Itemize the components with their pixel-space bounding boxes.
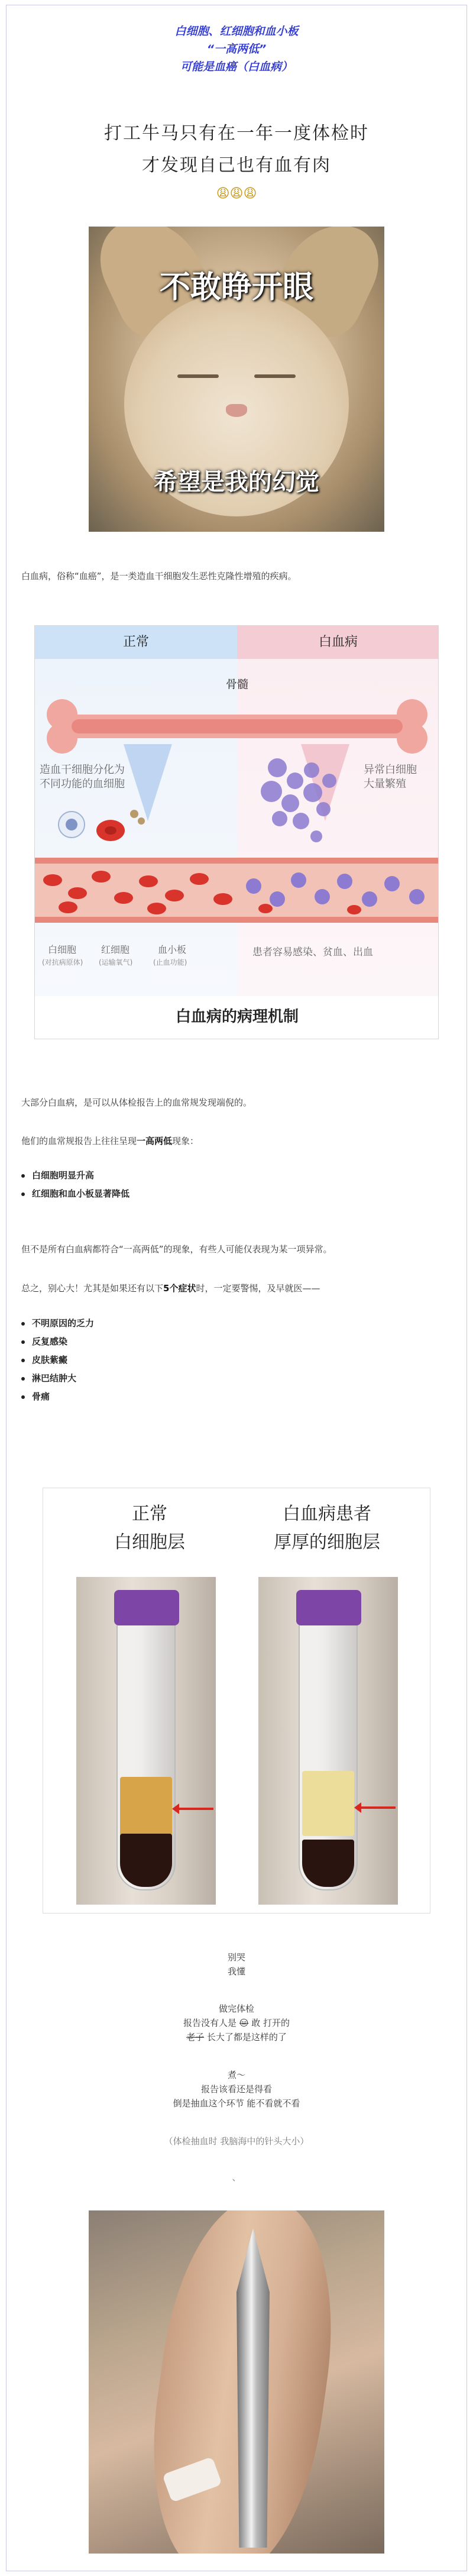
cat-meme-image: [89, 227, 384, 532]
abnormal-desc-line-2: 大量繁殖: [364, 778, 406, 790]
closing-line-2: 我懂: [227, 1966, 245, 1977]
bullet-list-2: [21, 1314, 435, 1406]
white-cell-sub: (对抗病原体): [42, 958, 83, 967]
closing-line-9: （体检抽血时 我脑海中的针头大小）: [164, 2136, 309, 2147]
blood-tubes-image: [43, 1488, 430, 1914]
definition-paragraph: 白血病，俗称“血癌”，是一类造血干细胞发生恶性克隆性增殖的疾病。: [21, 571, 297, 581]
normal-triangle: [124, 744, 172, 821]
needle-icon: [237, 2228, 270, 2548]
platelet-icon: [130, 810, 138, 818]
abnormal-desc-line-1: 异常白细胞: [364, 764, 417, 776]
header-line-2: “一高两低”: [206, 43, 267, 56]
paragraph-3-bold: 一高两低: [137, 1136, 173, 1146]
list-item: 皮肤紫癜: [21, 1351, 435, 1369]
normal-desc-line-1: 造血干细胞分化为: [40, 764, 125, 776]
list-item: 反复感染: [21, 1333, 435, 1351]
list-item: 淋巴结肿大: [21, 1369, 435, 1388]
intro-line-1: 打工牛马只有在一年一度体检时: [104, 123, 369, 144]
paragraph-3: 他们的血常规报告上往往呈现一高两低现象：: [21, 1136, 199, 1146]
paragraph-5: 总之，别心大！尤其是如果还有以下5个症状时，一定要警惕，及早就医——: [21, 1283, 320, 1294]
red-arrow-icon: [178, 1808, 213, 1810]
cat-eye: [254, 374, 296, 378]
bullet-list-1: [21, 1166, 435, 1203]
closing-line-4: 报告没有人是 😑 敢 打开的: [183, 2018, 290, 2028]
tube-cap: [114, 1590, 179, 1625]
white-cell-label: 白细胞: [48, 944, 77, 955]
symptoms-label: 患者容易感染、贫血、出血: [252, 946, 373, 958]
closing-line-10: 、: [232, 2172, 241, 2183]
closing-line-3: 做完体检: [218, 2003, 254, 2014]
paragraph-4: 但不是所有白血病都符合“一高两低”的现象，有些人可能仅表现为某一项异常。: [21, 1244, 332, 1255]
diagram-leukemia-header: 白血病: [237, 626, 439, 659]
tube-left-title: 正常 白细胞层: [114, 1504, 185, 1553]
bone-marrow-label: 骨髓: [225, 678, 248, 691]
closing-line-6: 煮～: [227, 2070, 245, 2080]
red-cell-label: 红细胞: [101, 944, 130, 955]
leukemia-tube: [299, 1612, 358, 1890]
platelet-label: 血小板: [158, 944, 187, 955]
tube-right-title: 白血病患者 厚厚的细胞层: [274, 1504, 380, 1553]
intro-line-2: 才发现自己也有血有肉: [142, 155, 331, 176]
normal-desc-line-2: 不同功能的血细胞: [40, 778, 125, 790]
closing-line-7: 报告该看还是得看: [200, 2084, 272, 2095]
list-item: 红细胞和血小板显著降低: [21, 1185, 435, 1203]
closing-line-8: 倒是抽血这个环节 能不看就不看: [173, 2098, 300, 2109]
blood-layer: [120, 1834, 172, 1887]
normal-tube-photo: [76, 1577, 216, 1905]
needle-arm-image: [89, 2210, 384, 2554]
list-item: 骨痛: [21, 1388, 435, 1406]
closing-line-1: 别哭: [227, 1952, 245, 1963]
plasma-layer: [302, 1771, 354, 1836]
header-line-3: 可能是血癌（白血病）: [180, 60, 293, 73]
leukemia-tube-photo: [258, 1577, 398, 1905]
header-line-1: 白细胞、红细胞和血小板: [174, 25, 299, 38]
cat-caption-top: 不敢睁开眼: [159, 270, 313, 305]
tube-cap: [296, 1590, 361, 1625]
blood-layer: [302, 1840, 354, 1887]
red-cell-sub: (运输氧气): [99, 958, 133, 967]
cat-eye: [177, 374, 219, 378]
pathology-diagram: [34, 625, 439, 1039]
diagram-normal-header: 正常: [35, 626, 237, 659]
bone-shape: [47, 699, 427, 754]
platelet-sub: (止血功能): [153, 958, 187, 967]
cat-nose: [226, 404, 247, 417]
intro-emoji: 😩😩😩: [216, 186, 257, 201]
paragraph-2: 大部分白血病，是可以从体检报告上的血常规发现端倪的。: [21, 1097, 252, 1108]
red-arrow-icon: [360, 1806, 396, 1809]
paragraph-5-bold: 5个症状: [163, 1283, 196, 1294]
closing-line-5: 老子 长大了都是这样的了: [186, 2032, 287, 2042]
list-item: 白细胞明显升高: [21, 1166, 435, 1185]
normal-tube: [116, 1612, 176, 1890]
cat-caption-bottom: 希望是我的幻觉: [154, 468, 319, 496]
blood-vessel: [35, 858, 439, 923]
list-item: 不明原因的乏力: [21, 1314, 435, 1333]
plasma-layer: [120, 1777, 172, 1836]
diagram-footer: 白血病的病理机制: [175, 1008, 299, 1026]
